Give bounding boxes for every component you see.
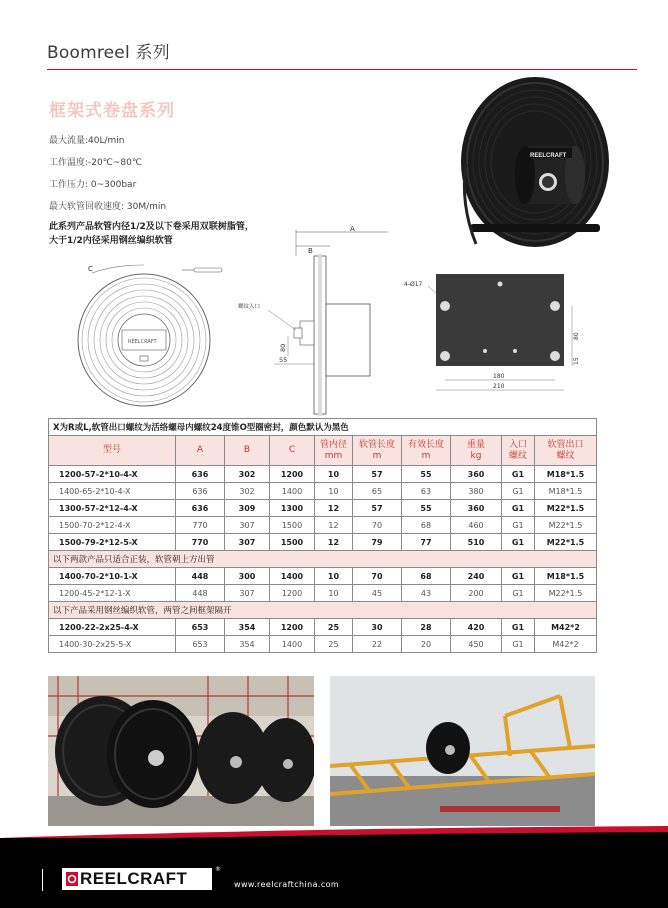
- table-row: 1300-57-2*12-4-X 636 309 1300 12 57 55 360 G1 M22*1.5: [49, 500, 597, 517]
- svg-text:180: 180: [493, 373, 505, 380]
- col-header-b: B: [225, 436, 270, 466]
- group-3-title: 以下产品采用钢丝编织软管，两管之间框架隔开: [49, 602, 597, 619]
- section-heading: 框架式卷盘系列: [49, 101, 175, 121]
- registered-mark: ®: [215, 866, 221, 873]
- note-line-1: 此系列产品软管内径1/2及以下卷采用双联树脂管，: [49, 222, 254, 232]
- col-header-outlet-thread: 软管出口 螺纹: [535, 436, 597, 466]
- spec-retract-speed: 最大软管回收速度: 30M/min: [49, 202, 167, 212]
- table-row: 1200-22-2x25-4-X 653 354 1200 25 30 28 420 G1 M42*2: [49, 619, 597, 636]
- col-header-model: 型号: [49, 436, 176, 466]
- svg-text:螺纹入口: 螺纹入口: [238, 304, 261, 310]
- table-group-row: [49, 602, 597, 619]
- header-divider: [47, 69, 637, 70]
- note-line-2: 大于1/2内径采用钢丝编织软管: [49, 236, 173, 246]
- col-header-weight: 重量 kg: [451, 436, 502, 466]
- svg-text:REELCRAFT: REELCRAFT: [530, 153, 567, 159]
- reelcraft-logo: REELCRAFT: [80, 869, 188, 888]
- svg-text:15: 15: [573, 357, 580, 365]
- table-row: 1500-79-2*12-5-X 770 307 1500 12 79 77 510 G1 M22*1.5: [49, 534, 597, 551]
- col-header-inlet-thread: 入口 螺纹: [502, 436, 535, 466]
- svg-text:A: A: [350, 226, 355, 233]
- svg-text:210: 210: [493, 383, 505, 390]
- col-header-effective-length: 有效长度 m: [402, 436, 451, 466]
- spec-temperature: 工作温度:-20℃~80℃: [49, 158, 142, 168]
- photo-crane-reel: [330, 676, 595, 826]
- svg-text:4-Ø17: 4-Ø17: [404, 281, 423, 288]
- mounting-plate-drawing: [400, 272, 600, 397]
- table-row: 1200-57-2*10-4-X 636 302 1200 10 57 55 360 G1 M18*1.5: [49, 466, 597, 483]
- page-title: Boomreel 系列: [47, 43, 170, 63]
- reelcraft-logo-icon: [66, 872, 78, 886]
- svg-text:B: B: [308, 247, 313, 255]
- table-group-row: [49, 551, 597, 568]
- svg-text:80: 80: [279, 343, 287, 352]
- table-caption: X为R或L,软管出口螺纹为活络螺母内螺纹24度锥O型圈密封，颜色默认为黑色: [49, 419, 597, 436]
- side-view-drawing: [238, 226, 398, 416]
- svg-text:C: C: [88, 265, 93, 273]
- col-header-hose-length: 软管长度 m: [353, 436, 402, 466]
- specification-table: [48, 418, 597, 653]
- table-row: 1400-70-2*10-1-X 448 300 1400 10 70 68 240 G1 M18*1.5: [49, 568, 597, 585]
- table-row: 1200-45-2*12-1-X 448 307 1200 10 45 43 200 G1 M22*1.5: [49, 585, 597, 602]
- table-row: 1400-65-2*10-4-X 636 302 1400 10 65 63 380 G1 M18*1.5: [49, 483, 597, 500]
- group-2-title: 以下两款产品只适合正装，软管朝上方出管: [49, 551, 597, 568]
- footer-separator: [42, 869, 43, 891]
- table-row: 1500-70-2*12-4-X 770 307 1500 12 70 68 460 G1 M22*1.5: [49, 517, 597, 534]
- col-header-c: C: [270, 436, 315, 466]
- table-row: 1400-30-2x25-5-X 653 354 1400 25 22 20 450 G1 M42*2: [49, 636, 597, 653]
- spec-max-flow: 最大流量:40L/min: [49, 136, 125, 146]
- col-header-inner-diameter: 管内径 mm: [315, 436, 353, 466]
- svg-text:80: 80: [573, 332, 580, 340]
- col-header-a: A: [176, 436, 225, 466]
- table-header-row: [49, 436, 597, 466]
- spec-pressure: 工作压力: 0~300bar: [49, 180, 137, 190]
- svg-text:REELCRAFT: REELCRAFT: [128, 339, 157, 345]
- table-caption-row: [49, 419, 597, 436]
- product-photo-reel: [430, 74, 630, 254]
- photo-warehouse-reels: [48, 676, 314, 826]
- svg-text:55: 55: [279, 356, 288, 364]
- website-link[interactable]: www.reelcraftchina.com: [234, 880, 340, 889]
